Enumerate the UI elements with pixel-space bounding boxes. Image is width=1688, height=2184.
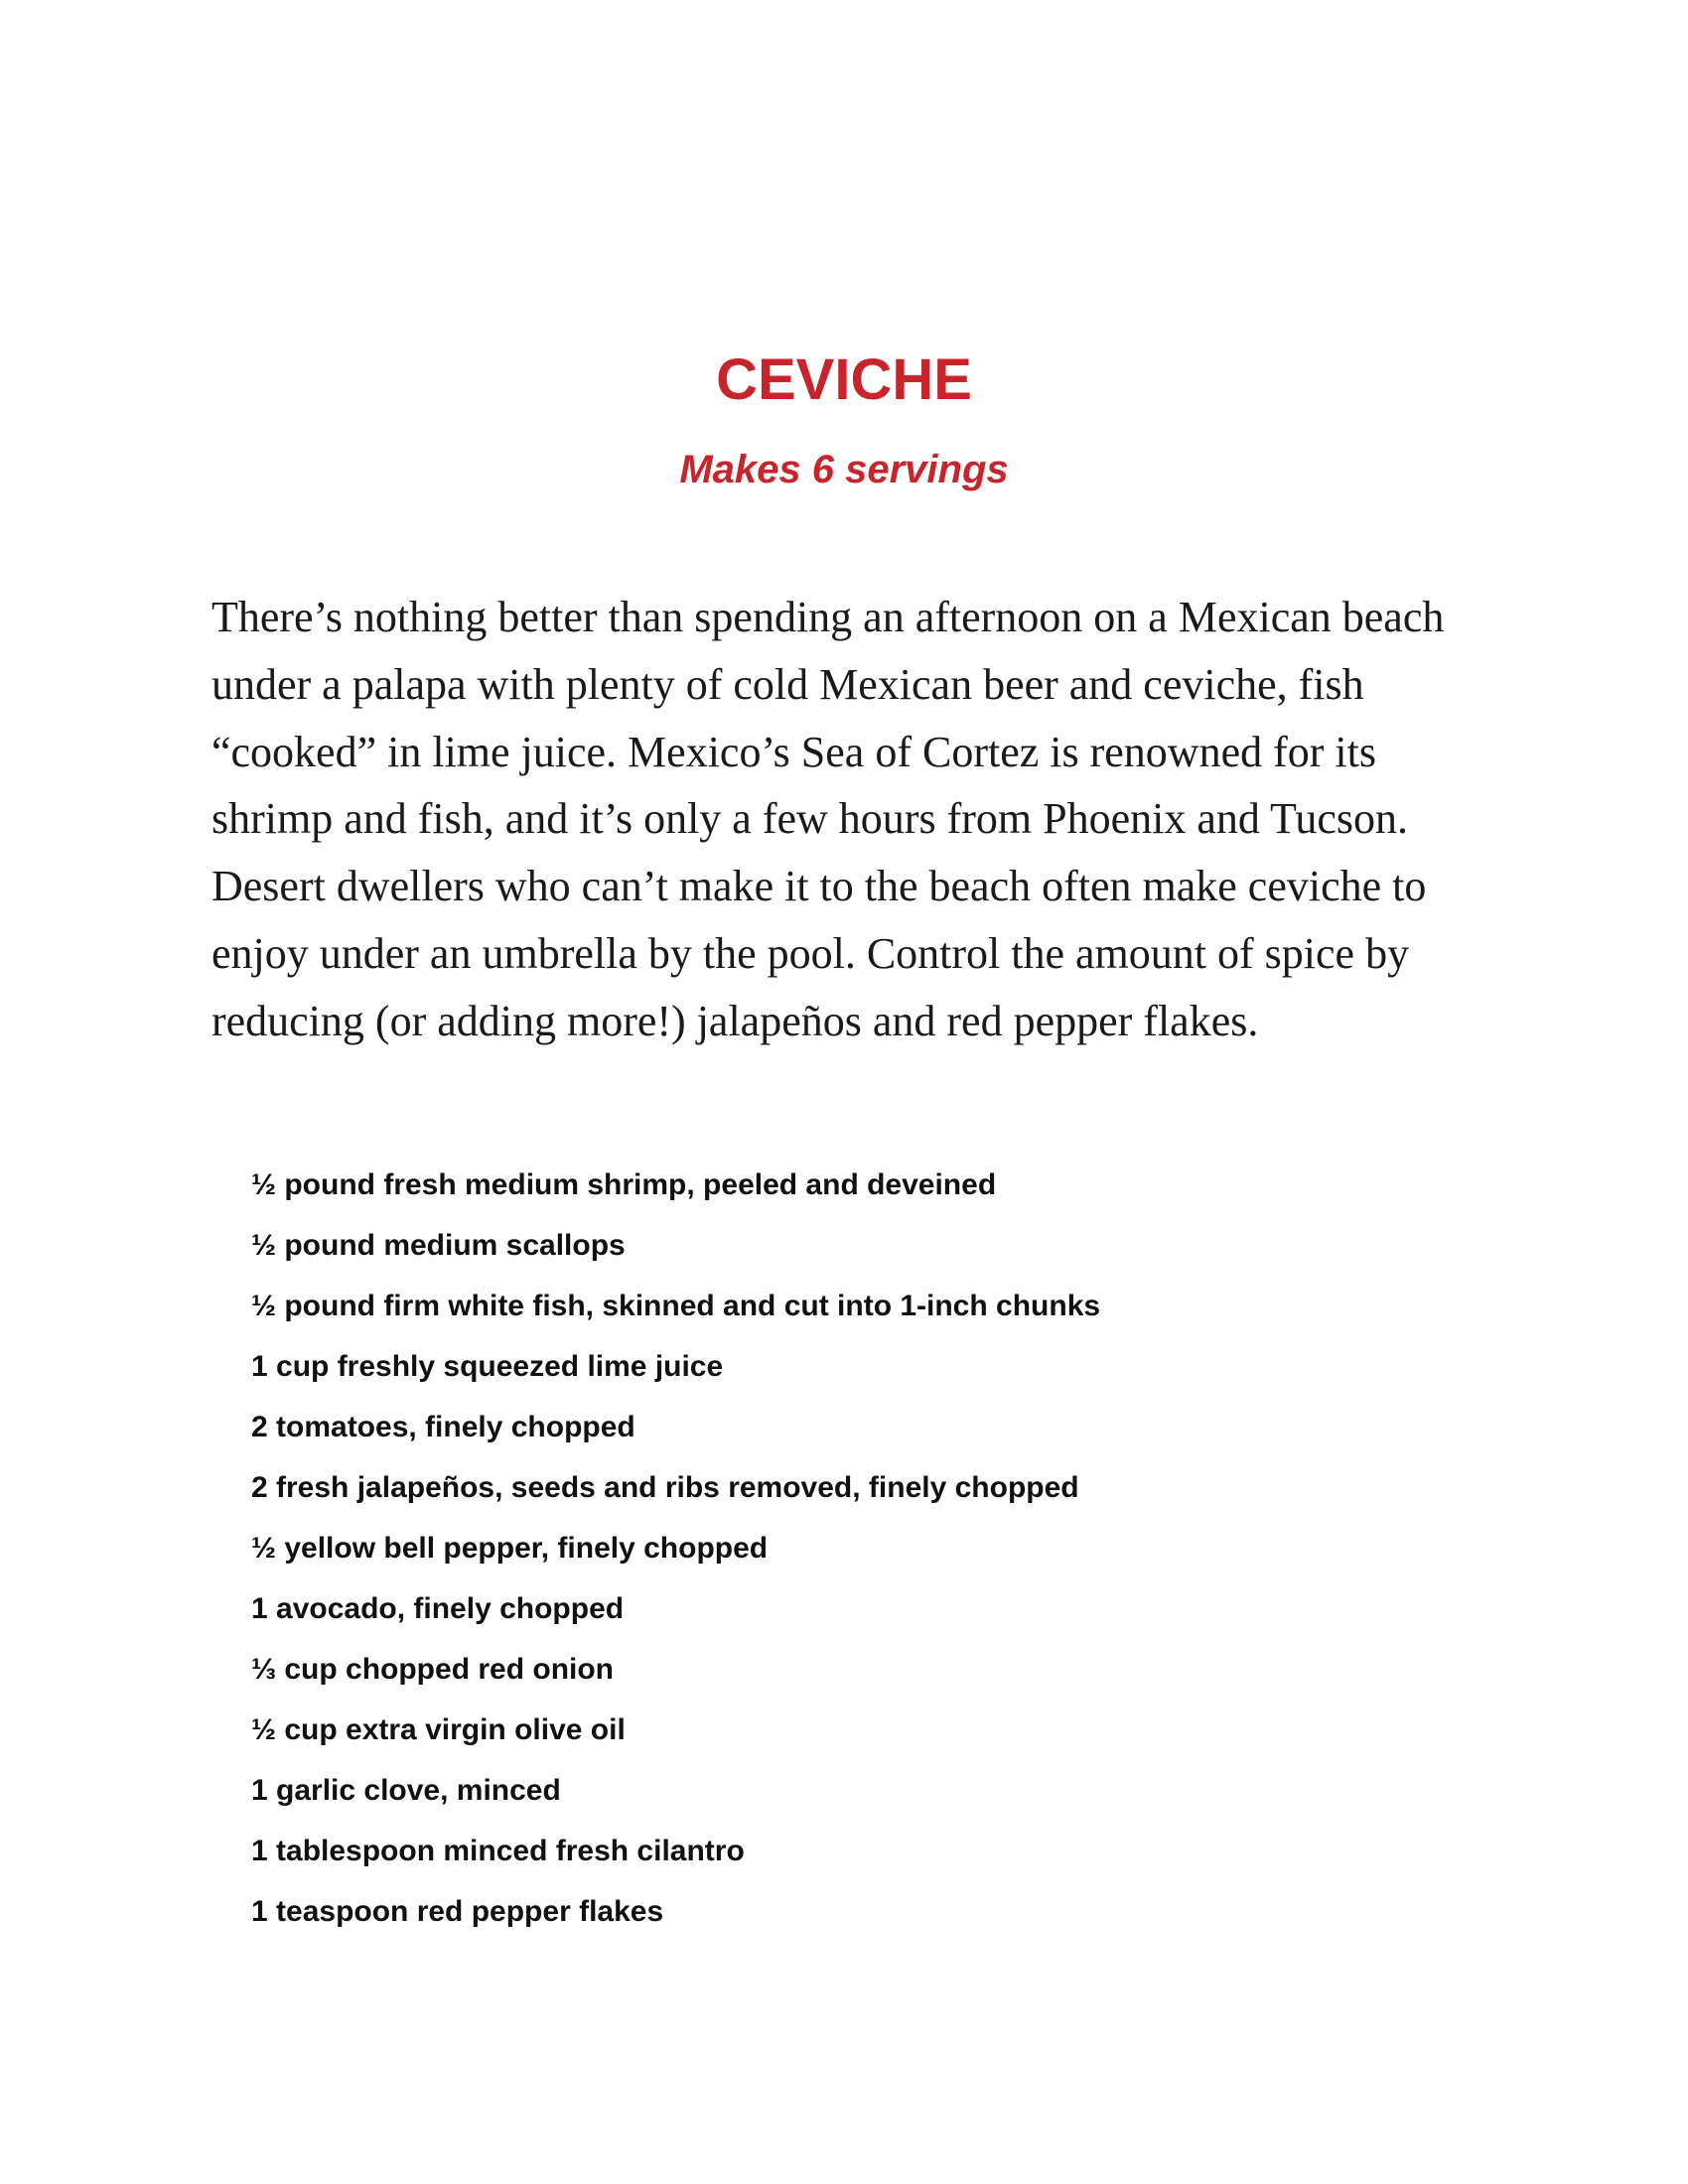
ingredient-item: 1 cup freshly squeezed lime juice [251,1350,724,1383]
ingredient-item: 1 tablespoon minced fresh cilantro [251,1835,745,1867]
ingredient-item: ½ pound fresh medium shrimp, peeled and deveined [251,1168,997,1201]
ingredient-item: 1 teaspoon red pepper flakes [251,1895,664,1928]
ingredient-item: 1 garlic clove, minced [251,1774,561,1807]
recipe-title: CEVICHE [716,347,972,412]
ingredient-list [251,1167,1542,1955]
servings-subtitle: Makes 6 servings [679,448,1009,491]
ingredient-item: 2 tomatoes, finely chopped [251,1411,635,1443]
ingredient-item: ½ pound firm white fish, skinned and cut into 1-inch chunks [251,1290,1101,1322]
ingredient-item: ½ pound medium scallops [251,1229,626,1262]
ingredient-item: ½ cup extra virgin olive oil [251,1713,626,1746]
ingredient-item: ⅓ cup chopped red onion [251,1653,615,1686]
ingredient-item: ½ yellow bell pepper, finely chopped [251,1532,769,1565]
ingredient-item: 2 fresh jalapeños, seeds and ribs removed, finely chopped [251,1471,1079,1504]
ingredient-item: 1 avocado, finely chopped [251,1592,625,1625]
recipe-intro: There’s nothing better than spending an afternoon on a Mexican beach under a palapa with plenty of cold Mexican beer and ceviche, fish “cooked” in lime juice. Mexico’s Sea of Cortez is renowned for its shrimp and fish, and it’s only a few hours from Phoenix and Tucson. Desert dwellers who can’t make it to the beach often make ceviche to enjoy under an umbrella by the pool. Control the amount of spice by reducing (or adding more!) jalapeños and red pepper flakes. [211,593,1445,1045]
